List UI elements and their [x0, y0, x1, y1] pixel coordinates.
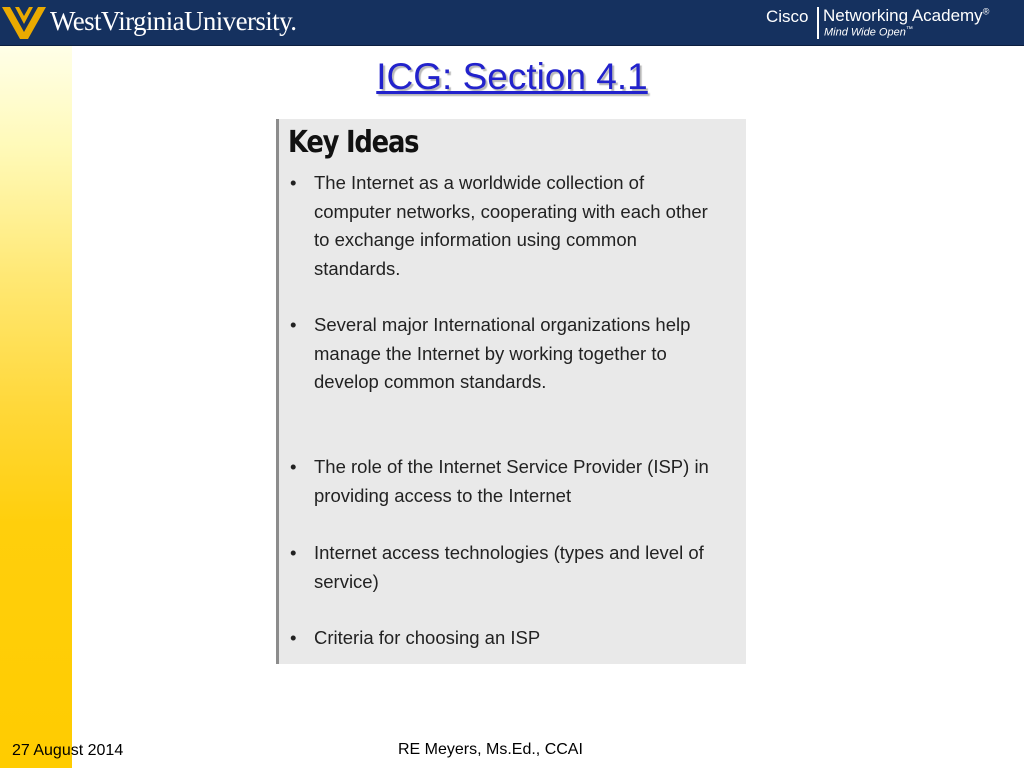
academy-text: Networking Academy [823, 6, 983, 25]
academy-wordmark [823, 6, 989, 26]
idea-item [290, 169, 714, 283]
logo-divider [817, 7, 819, 39]
bullet-icon: • [290, 172, 297, 193]
registered-mark: ® [982, 6, 990, 17]
panel-heading: Key Ideas [288, 125, 419, 160]
bullet-icon: • [290, 542, 297, 563]
idea-text: Several major International organizations help manage the Internet by working together to develop common standards. [314, 314, 691, 393]
tagline-text: Mind Wide Open [824, 26, 906, 39]
cisco-wordmark: Cisco [766, 7, 809, 26]
idea-text: The Internet as a worldwide collection of computer networks, cooperating with each other to exchange information using common standards. [314, 172, 708, 279]
slide-title: ICG: Section 4.1 [376, 56, 648, 97]
idea-item [290, 539, 714, 596]
footer-date: 27 August 2014 [12, 742, 124, 759]
wv-flying-logo-icon [2, 4, 46, 42]
header-bar [0, 0, 1024, 46]
left-gradient-bar [0, 46, 72, 768]
cisco-academy-logo [766, 5, 1010, 41]
university-name: WestVirginiaUniversity. [50, 6, 297, 36]
bullet-icon: • [290, 627, 297, 648]
idea-text: The role of the Internet Service Provider (ISP) in providing access to the Internet [314, 456, 709, 506]
idea-text: Criteria for choosing an ISP [314, 627, 541, 648]
idea-text: Internet access technologies (types and level of service) [314, 542, 704, 592]
key-ideas-panel [276, 119, 746, 664]
trademark-mark: ™ [905, 26, 913, 33]
idea-item [290, 453, 714, 510]
footer-author: RE Meyers, Ms.Ed., CCAI [398, 741, 583, 758]
idea-item [290, 624, 714, 653]
idea-item [290, 311, 714, 397]
bullet-icon: • [290, 456, 297, 477]
tagline [824, 26, 913, 39]
bullet-icon: • [290, 314, 297, 335]
